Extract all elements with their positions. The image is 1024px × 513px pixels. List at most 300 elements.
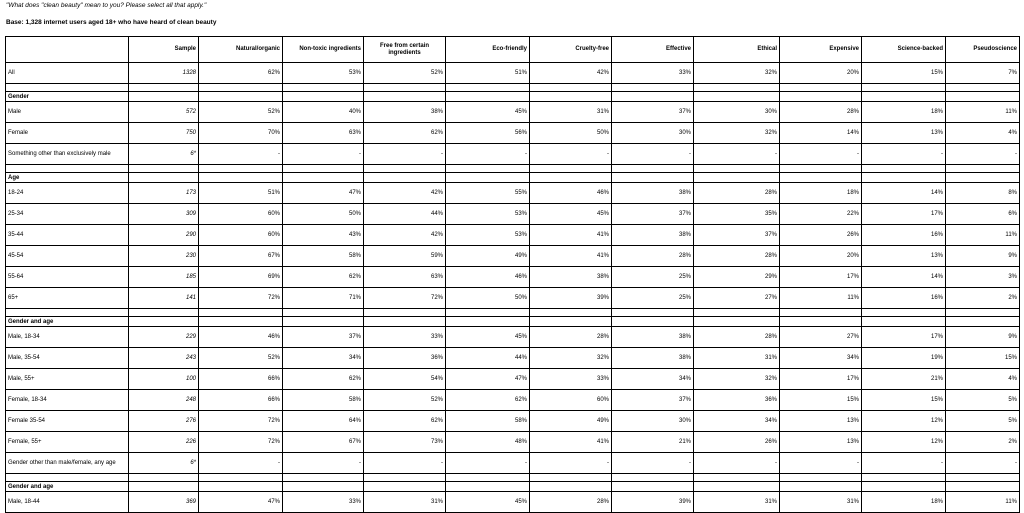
section-empty-cell xyxy=(446,317,530,327)
table-row xyxy=(6,390,1020,411)
value-cell: 4% xyxy=(946,123,1020,144)
value-cell: 49% xyxy=(530,411,612,432)
value-cell: 66% xyxy=(199,369,283,390)
table-row xyxy=(6,123,1020,144)
value-cell: 48% xyxy=(446,432,530,453)
value-cell: 15% xyxy=(780,390,862,411)
value-cell: - xyxy=(446,144,530,165)
section-empty-cell xyxy=(199,173,283,183)
value-cell: - xyxy=(862,453,946,474)
spacer-cell xyxy=(129,165,199,173)
value-cell: 14% xyxy=(862,183,946,204)
value-cell: 12% xyxy=(862,411,946,432)
sample-cell: 185 xyxy=(129,267,199,288)
value-cell: - xyxy=(283,453,364,474)
value-cell: 30% xyxy=(612,411,694,432)
value-cell: 7% xyxy=(946,63,1020,84)
row-label: Male xyxy=(6,102,129,123)
value-cell: 52% xyxy=(364,390,446,411)
table-row xyxy=(6,492,1020,513)
value-cell: 38% xyxy=(530,267,612,288)
section-empty-cell xyxy=(694,317,780,327)
table-row xyxy=(6,204,1020,225)
section-label: Gender and age xyxy=(6,482,129,492)
section-empty-cell xyxy=(946,173,1020,183)
section-empty-cell xyxy=(446,482,530,492)
value-cell: 8% xyxy=(946,183,1020,204)
value-cell: 45% xyxy=(446,327,530,348)
section-empty-cell xyxy=(694,92,780,102)
header-blank xyxy=(6,37,129,63)
value-cell: 45% xyxy=(446,102,530,123)
value-cell: 17% xyxy=(780,267,862,288)
value-cell: 21% xyxy=(612,432,694,453)
value-cell: 64% xyxy=(283,411,364,432)
value-cell: 62% xyxy=(364,123,446,144)
section-empty-cell xyxy=(129,92,199,102)
value-cell: 35% xyxy=(694,204,780,225)
value-cell: 62% xyxy=(283,369,364,390)
section-empty-cell xyxy=(530,173,612,183)
section-empty-cell xyxy=(283,317,364,327)
table-row xyxy=(6,453,1020,474)
spacer-cell xyxy=(129,309,199,317)
table-row xyxy=(6,225,1020,246)
value-cell: 38% xyxy=(364,102,446,123)
value-cell: 58% xyxy=(446,411,530,432)
value-cell: 33% xyxy=(612,63,694,84)
column-header: Pseudoscience xyxy=(946,37,1020,63)
value-cell: 46% xyxy=(199,327,283,348)
spacer-cell xyxy=(283,309,364,317)
value-cell: 52% xyxy=(364,63,446,84)
section-empty-cell xyxy=(129,173,199,183)
value-cell: 41% xyxy=(530,225,612,246)
value-cell: 5% xyxy=(946,390,1020,411)
value-cell: 50% xyxy=(530,123,612,144)
section-empty-cell xyxy=(446,173,530,183)
value-cell: 15% xyxy=(946,348,1020,369)
value-cell: 33% xyxy=(364,327,446,348)
value-cell: 67% xyxy=(283,432,364,453)
value-cell: 59% xyxy=(364,246,446,267)
value-cell: 6% xyxy=(946,204,1020,225)
table-row xyxy=(6,369,1020,390)
row-label: Female, 55+ xyxy=(6,432,129,453)
sample-cell: 226 xyxy=(129,432,199,453)
spacer-row xyxy=(6,84,1020,92)
sample-cell: 100 xyxy=(129,369,199,390)
row-label: 25-34 xyxy=(6,204,129,225)
spacer-cell xyxy=(6,309,129,317)
value-cell: 50% xyxy=(283,204,364,225)
row-label: 18-24 xyxy=(6,183,129,204)
spacer-cell xyxy=(129,84,199,92)
value-cell: 42% xyxy=(530,63,612,84)
section-label: Gender xyxy=(6,92,129,102)
value-cell: 43% xyxy=(283,225,364,246)
value-cell: 25% xyxy=(612,288,694,309)
section-header-row xyxy=(6,92,1020,102)
column-header: Sample xyxy=(129,37,199,63)
section-empty-cell xyxy=(364,173,446,183)
value-cell: 52% xyxy=(199,102,283,123)
column-header: Effective xyxy=(612,37,694,63)
section-empty-cell xyxy=(862,173,946,183)
value-cell: - xyxy=(364,144,446,165)
value-cell: 28% xyxy=(530,327,612,348)
value-cell: 51% xyxy=(446,63,530,84)
value-cell: 32% xyxy=(694,123,780,144)
spacer-cell xyxy=(694,474,780,482)
spacer-cell xyxy=(946,474,1020,482)
spacer-cell xyxy=(364,84,446,92)
spacer-cell xyxy=(364,309,446,317)
value-cell: 28% xyxy=(780,102,862,123)
section-empty-cell xyxy=(612,482,694,492)
value-cell: 30% xyxy=(612,123,694,144)
row-label: 55-64 xyxy=(6,267,129,288)
spacer-cell xyxy=(946,309,1020,317)
section-empty-cell xyxy=(364,482,446,492)
value-cell: 47% xyxy=(199,492,283,513)
row-label: All xyxy=(6,63,129,84)
value-cell: 28% xyxy=(694,327,780,348)
spacer-cell xyxy=(6,474,129,482)
value-cell: 72% xyxy=(199,432,283,453)
section-empty-cell xyxy=(530,317,612,327)
value-cell: 72% xyxy=(199,411,283,432)
value-cell: 54% xyxy=(364,369,446,390)
spacer-cell xyxy=(612,165,694,173)
section-empty-cell xyxy=(780,317,862,327)
value-cell: - xyxy=(612,453,694,474)
value-cell: 32% xyxy=(530,348,612,369)
spacer-cell xyxy=(283,474,364,482)
spacer-cell xyxy=(862,474,946,482)
value-cell: 47% xyxy=(283,183,364,204)
section-empty-cell xyxy=(199,317,283,327)
spacer-cell xyxy=(694,84,780,92)
row-label: Female xyxy=(6,123,129,144)
value-cell: 34% xyxy=(283,348,364,369)
value-cell: 66% xyxy=(199,390,283,411)
value-cell: 26% xyxy=(780,225,862,246)
value-cell: 72% xyxy=(199,288,283,309)
value-cell: 42% xyxy=(364,225,446,246)
value-cell: 2% xyxy=(946,288,1020,309)
value-cell: 31% xyxy=(694,492,780,513)
value-cell: 26% xyxy=(694,432,780,453)
value-cell: - xyxy=(530,144,612,165)
table-row xyxy=(6,327,1020,348)
value-cell: 53% xyxy=(446,225,530,246)
value-cell: 3% xyxy=(946,267,1020,288)
spacer-row xyxy=(6,309,1020,317)
value-cell: 53% xyxy=(283,63,364,84)
section-empty-cell xyxy=(530,482,612,492)
value-cell: 38% xyxy=(612,327,694,348)
spacer-cell xyxy=(283,165,364,173)
value-cell: 30% xyxy=(694,102,780,123)
value-cell: - xyxy=(530,453,612,474)
value-cell: 47% xyxy=(446,369,530,390)
spacer-cell xyxy=(446,84,530,92)
value-cell: 20% xyxy=(780,246,862,267)
spacer-cell xyxy=(862,84,946,92)
value-cell: 2% xyxy=(946,432,1020,453)
value-cell: 58% xyxy=(283,246,364,267)
section-empty-cell xyxy=(946,317,1020,327)
value-cell: 33% xyxy=(283,492,364,513)
value-cell: 11% xyxy=(946,492,1020,513)
value-cell: 11% xyxy=(946,225,1020,246)
value-cell: 50% xyxy=(446,288,530,309)
value-cell: 55% xyxy=(446,183,530,204)
section-empty-cell xyxy=(446,92,530,102)
value-cell: 41% xyxy=(530,432,612,453)
value-cell: 31% xyxy=(694,348,780,369)
table-row xyxy=(6,63,1020,84)
row-label: Male, 18-44 xyxy=(6,492,129,513)
spacer-cell xyxy=(946,84,1020,92)
spacer-cell xyxy=(283,84,364,92)
value-cell: 16% xyxy=(862,225,946,246)
column-header: Science-backed xyxy=(862,37,946,63)
spacer-cell xyxy=(694,309,780,317)
spacer-cell xyxy=(862,165,946,173)
table-row xyxy=(6,348,1020,369)
row-label: Male, 55+ xyxy=(6,369,129,390)
column-header: Ethical xyxy=(694,37,780,63)
value-cell: 40% xyxy=(283,102,364,123)
value-cell: - xyxy=(780,453,862,474)
value-cell: 18% xyxy=(862,492,946,513)
spacer-row xyxy=(6,474,1020,482)
value-cell: 34% xyxy=(780,348,862,369)
spacer-cell xyxy=(364,165,446,173)
spacer-row xyxy=(6,165,1020,173)
section-empty-cell xyxy=(283,92,364,102)
sample-cell: 572 xyxy=(129,102,199,123)
value-cell: 22% xyxy=(780,204,862,225)
value-cell: 14% xyxy=(862,267,946,288)
spacer-cell xyxy=(446,165,530,173)
sample-cell: 276 xyxy=(129,411,199,432)
value-cell: 28% xyxy=(694,246,780,267)
table-row xyxy=(6,102,1020,123)
spacer-cell xyxy=(862,309,946,317)
value-cell: 16% xyxy=(862,288,946,309)
section-empty-cell xyxy=(780,482,862,492)
value-cell: 58% xyxy=(283,390,364,411)
value-cell: 36% xyxy=(364,348,446,369)
table-row xyxy=(6,144,1020,165)
section-empty-cell xyxy=(612,173,694,183)
value-cell: 17% xyxy=(862,327,946,348)
section-empty-cell xyxy=(283,173,364,183)
section-empty-cell xyxy=(780,173,862,183)
value-cell: - xyxy=(364,453,446,474)
value-cell: 18% xyxy=(862,102,946,123)
spacer-cell xyxy=(530,84,612,92)
sample-cell: 229 xyxy=(129,327,199,348)
value-cell: 42% xyxy=(364,183,446,204)
value-cell: 9% xyxy=(946,327,1020,348)
value-cell: 27% xyxy=(694,288,780,309)
table-row xyxy=(6,183,1020,204)
value-cell: 36% xyxy=(694,390,780,411)
value-cell: 32% xyxy=(694,63,780,84)
section-empty-cell xyxy=(612,317,694,327)
value-cell: 15% xyxy=(862,390,946,411)
spacer-cell xyxy=(6,84,129,92)
spacer-cell xyxy=(199,84,283,92)
spacer-cell xyxy=(530,309,612,317)
value-cell: 38% xyxy=(612,225,694,246)
spacer-cell xyxy=(446,474,530,482)
spacer-cell xyxy=(199,474,283,482)
value-cell: 39% xyxy=(612,492,694,513)
spacer-cell xyxy=(780,165,862,173)
section-empty-cell xyxy=(694,173,780,183)
value-cell: 32% xyxy=(694,369,780,390)
value-cell: 11% xyxy=(780,288,862,309)
spacer-cell xyxy=(364,474,446,482)
header-row xyxy=(6,37,1020,63)
value-cell: 49% xyxy=(446,246,530,267)
spacer-cell xyxy=(780,84,862,92)
value-cell: - xyxy=(199,453,283,474)
sample-cell: 173 xyxy=(129,183,199,204)
value-cell: 62% xyxy=(283,267,364,288)
value-cell: 18% xyxy=(780,183,862,204)
value-cell: 14% xyxy=(780,123,862,144)
section-empty-cell xyxy=(780,92,862,102)
section-empty-cell xyxy=(530,92,612,102)
value-cell: 71% xyxy=(283,288,364,309)
spacer-cell xyxy=(612,84,694,92)
sample-cell: 243 xyxy=(129,348,199,369)
value-cell: 38% xyxy=(612,183,694,204)
value-cell: 67% xyxy=(199,246,283,267)
value-cell: 62% xyxy=(446,390,530,411)
spacer-cell xyxy=(780,474,862,482)
column-header: Cruelty-free xyxy=(530,37,612,63)
row-label: Male, 35-54 xyxy=(6,348,129,369)
row-label: Female, 18-34 xyxy=(6,390,129,411)
sample-cell: 141 xyxy=(129,288,199,309)
value-cell: 11% xyxy=(946,102,1020,123)
value-cell: 34% xyxy=(612,369,694,390)
spacer-cell xyxy=(199,165,283,173)
value-cell: 19% xyxy=(862,348,946,369)
value-cell: 31% xyxy=(364,492,446,513)
row-label: Something other than exclusively male xyxy=(6,144,129,165)
value-cell: 45% xyxy=(530,204,612,225)
value-cell: 53% xyxy=(446,204,530,225)
table-row xyxy=(6,246,1020,267)
column-header: Expensive xyxy=(780,37,862,63)
spacer-cell xyxy=(612,474,694,482)
value-cell: 56% xyxy=(446,123,530,144)
value-cell: 38% xyxy=(612,348,694,369)
value-cell: 51% xyxy=(199,183,283,204)
section-empty-cell xyxy=(862,92,946,102)
spacer-cell xyxy=(946,165,1020,173)
section-label: Age xyxy=(6,173,129,183)
value-cell: 60% xyxy=(199,204,283,225)
section-empty-cell xyxy=(946,92,1020,102)
value-cell: 13% xyxy=(862,123,946,144)
spacer-cell xyxy=(530,165,612,173)
value-cell: - xyxy=(946,453,1020,474)
value-cell: 28% xyxy=(694,183,780,204)
section-header-row xyxy=(6,173,1020,183)
sample-cell: 750 xyxy=(129,123,199,144)
value-cell: 45% xyxy=(446,492,530,513)
spacer-cell xyxy=(694,165,780,173)
value-cell: - xyxy=(612,144,694,165)
survey-question: "What does "clean beauty" mean to you? Please select all that apply." xyxy=(6,2,207,9)
section-label: Gender and age xyxy=(6,317,129,327)
column-header: Natural/organic xyxy=(199,37,283,63)
value-cell: - xyxy=(862,144,946,165)
value-cell: 46% xyxy=(530,183,612,204)
row-label: 65+ xyxy=(6,288,129,309)
value-cell: 17% xyxy=(780,369,862,390)
section-empty-cell xyxy=(364,92,446,102)
value-cell: - xyxy=(283,144,364,165)
section-empty-cell xyxy=(199,92,283,102)
value-cell: 31% xyxy=(780,492,862,513)
value-cell: 37% xyxy=(612,102,694,123)
section-empty-cell xyxy=(612,92,694,102)
column-header: Free from certain ingredients xyxy=(364,37,446,63)
value-cell: - xyxy=(199,144,283,165)
section-empty-cell xyxy=(129,482,199,492)
row-label: Female 35-54 xyxy=(6,411,129,432)
row-label: Gender other than male/female, any age xyxy=(6,453,129,474)
table-row xyxy=(6,432,1020,453)
value-cell: 9% xyxy=(946,246,1020,267)
value-cell: 52% xyxy=(199,348,283,369)
value-cell: 13% xyxy=(780,432,862,453)
row-label: 45-54 xyxy=(6,246,129,267)
value-cell: 31% xyxy=(530,102,612,123)
spacer-cell xyxy=(612,309,694,317)
value-cell: 27% xyxy=(780,327,862,348)
table-row xyxy=(6,411,1020,432)
section-header-row xyxy=(6,317,1020,327)
section-empty-cell xyxy=(283,482,364,492)
value-cell: 37% xyxy=(612,204,694,225)
spacer-cell xyxy=(780,309,862,317)
value-cell: - xyxy=(946,144,1020,165)
value-cell: 37% xyxy=(283,327,364,348)
value-cell: 73% xyxy=(364,432,446,453)
value-cell: 60% xyxy=(530,390,612,411)
section-empty-cell xyxy=(129,317,199,327)
value-cell: - xyxy=(446,453,530,474)
spacer-cell xyxy=(446,309,530,317)
section-empty-cell xyxy=(199,482,283,492)
value-cell: 13% xyxy=(862,246,946,267)
value-cell: 17% xyxy=(862,204,946,225)
value-cell: 62% xyxy=(364,411,446,432)
spacer-cell xyxy=(199,309,283,317)
sample-cell: 369 xyxy=(129,492,199,513)
